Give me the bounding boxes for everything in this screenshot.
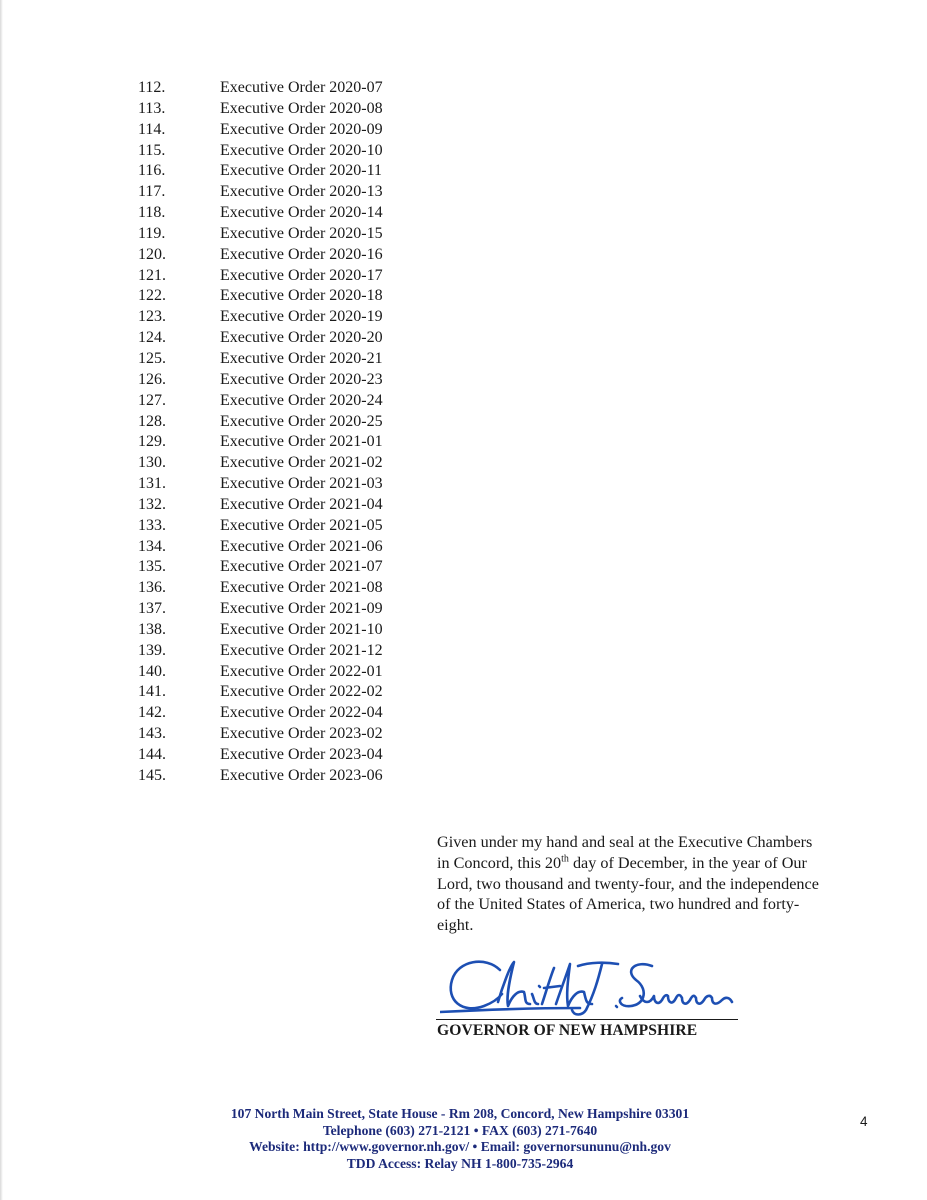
footer-address: 107 North Main Street, State House - Rm 208, Concord, New Hampshire 03301: [230, 1106, 690, 1121]
list-item: [138, 474, 458, 495]
given-line: Lord, two thousand and twenty-four, and the independence: [437, 874, 819, 893]
list-item: [138, 557, 458, 578]
list-item-title: Executive Order 2020-17: [220, 266, 383, 284]
given-line: eight.: [437, 916, 474, 935]
list-item: [138, 266, 458, 287]
list-item: [138, 286, 458, 307]
list-item-number: 118.: [138, 204, 166, 222]
list-item-number: 136.: [138, 579, 166, 597]
list-item: [138, 99, 458, 120]
list-item-number: 140.: [138, 662, 166, 680]
given-line-text: day of December, in the year of Our: [568, 853, 807, 872]
list-item-number: 128.: [138, 412, 166, 430]
list-item-number: 145.: [138, 766, 166, 784]
list-item-number: 139.: [138, 641, 166, 659]
list-item-number: 113.: [138, 99, 166, 117]
list-item-title: Executive Order 2020-23: [220, 370, 383, 388]
list-item-title: Executive Order 2020-11: [220, 162, 383, 180]
list-item: [138, 620, 458, 641]
list-item-number: 120.: [138, 245, 166, 263]
list-item-title: Executive Order 2020-19: [220, 308, 383, 326]
list-item: [138, 766, 458, 787]
list-item-number: 135.: [138, 558, 166, 576]
list-item-number: 123.: [138, 308, 166, 326]
list-item-number: 115.: [138, 141, 166, 159]
list-item: [138, 724, 458, 745]
list-item-title: Executive Order 2022-04: [220, 704, 383, 722]
list-item-title: Executive Order 2021-02: [220, 454, 383, 472]
list-item-title: Executive Order 2021-05: [220, 516, 383, 534]
given-line: [437, 853, 837, 874]
footer-tdd: TDD Access: Relay NH 1-800-735-2964: [346, 1155, 574, 1171]
list-item-number: 129.: [138, 433, 166, 451]
given-line: Given under my hand and seal at the Executive Chambers: [437, 833, 813, 851]
list-item: [138, 578, 458, 599]
list-item-number: 122.: [138, 287, 166, 305]
footer-web: Website: http://www.governor.nh.gov/ • Email: governorsununu@nh.gov: [249, 1139, 671, 1155]
list-item: [138, 641, 458, 662]
list-item: [138, 432, 458, 453]
list-item-number: 125.: [138, 349, 166, 367]
list-item-title: Executive Order 2020-14: [220, 204, 383, 222]
list-item: [138, 391, 458, 412]
signature-stroke: [532, 986, 540, 1004]
list-item-number: 117.: [138, 183, 166, 201]
list-item-number: 134.: [138, 537, 166, 555]
given-under-hand-paragraph: [437, 832, 837, 936]
list-item-title: Executive Order 2021-09: [220, 600, 383, 618]
list-item: [138, 307, 458, 328]
list-item-title: Executive Order 2020-24: [220, 391, 383, 409]
list-item-number: 121.: [138, 266, 166, 284]
signature-stroke: [440, 1008, 580, 1012]
list-item-number: 124.: [138, 329, 166, 347]
signature-stroke: [451, 962, 502, 1009]
list-item-title: Executive Order 2021-03: [220, 475, 383, 493]
list-item: [138, 78, 458, 99]
list-item-title: Executive Order 2020-25: [220, 412, 383, 430]
given-line-text: in Concord, this 20: [437, 853, 562, 872]
scan-edge: [0, 0, 3, 1200]
list-item-number: 142.: [138, 704, 166, 722]
list-item: [138, 370, 458, 391]
list-item: [138, 349, 458, 370]
signature-stroke: [640, 995, 732, 1004]
list-item: [138, 453, 458, 474]
list-item-number: 127.: [138, 391, 166, 409]
list-item-title: Executive Order 2020-16: [220, 245, 383, 263]
list-item: [138, 495, 458, 516]
list-item: [138, 412, 458, 433]
list-item-title: Executive Order 2022-02: [220, 683, 383, 701]
list-item-title: Executive Order 2020-07: [220, 79, 383, 96]
list-item-title: Executive Order 2020-10: [220, 141, 383, 159]
letterhead-footer: [160, 1106, 760, 1172]
list-item-title: Executive Order 2020-09: [220, 120, 383, 138]
list-item-number: 133.: [138, 516, 166, 534]
governor-signature: [440, 952, 740, 1022]
list-item-title: Executive Order 2020-15: [220, 224, 383, 242]
list-item: [138, 745, 458, 766]
list-item-title: Executive Order 2020-21: [220, 349, 383, 367]
list-item-title: Executive Order 2021-10: [220, 620, 383, 638]
list-item-number: 137.: [138, 600, 166, 618]
given-line: of the United States of America, two hundred and forty-: [437, 895, 800, 914]
footer-phone: Telephone (603) 271-2121 • FAX (603) 271-7640: [322, 1122, 598, 1138]
list-item: [138, 141, 458, 162]
list-item: [138, 599, 458, 620]
ordinal-suffix: th: [561, 853, 569, 865]
signature-stroke: [556, 964, 592, 1006]
list-item: [138, 224, 458, 245]
list-item-title: Executive Order 2021-04: [220, 495, 383, 513]
list-item: [138, 703, 458, 724]
list-item-number: 138.: [138, 620, 166, 638]
list-item-title: Executive Order 2021-06: [220, 537, 383, 555]
list-item-title: Executive Order 2021-08: [220, 579, 383, 597]
list-item-number: 112.: [138, 79, 166, 96]
list-item-number: 114.: [138, 120, 166, 138]
list-item-number: 130.: [138, 454, 166, 472]
list-item-title: Executive Order 2020-13: [220, 183, 383, 201]
executive-order-list: [138, 78, 458, 787]
list-item-number: 131.: [138, 475, 166, 493]
list-item: [138, 120, 458, 141]
list-item: [138, 682, 458, 703]
list-item: [138, 516, 458, 537]
signature-stroke: [616, 1006, 617, 1007]
signature-stroke: [620, 964, 652, 1006]
list-item-title: Executive Order 2023-04: [220, 746, 383, 763]
list-item-number: 143.: [138, 725, 166, 743]
list-item-title: Executive Order 2023-02: [220, 725, 383, 743]
page-number: 4: [860, 1114, 868, 1129]
list-item-number: 144.: [138, 746, 166, 763]
list-item-title: Executive Order 2021-01: [220, 433, 383, 451]
list-item: [138, 537, 458, 558]
list-item-title: Executive Order 2020-08: [220, 99, 383, 117]
list-item-number: 116.: [138, 162, 166, 180]
list-item-title: Executive Order 2020-18: [220, 287, 383, 305]
governor-title: GOVERNOR OF NEW HAMPSHIRE: [437, 1022, 698, 1039]
list-item: [138, 182, 458, 203]
list-item-title: Executive Order 2023-06: [220, 766, 383, 784]
signature-stroke: [498, 962, 530, 1006]
list-item: [138, 245, 458, 266]
list-item-number: 119.: [138, 224, 166, 242]
list-item-number: 141.: [138, 683, 166, 701]
list-item-title: Executive Order 2020-20: [220, 329, 383, 347]
list-item: [138, 662, 458, 683]
list-item: [138, 203, 458, 224]
list-item-number: 132.: [138, 495, 166, 513]
list-item-title: Executive Order 2022-01: [220, 662, 383, 680]
list-item: [138, 328, 458, 349]
list-item: [138, 161, 458, 182]
signature-line: [436, 1019, 738, 1020]
list-item-title: Executive Order 2021-12: [220, 641, 383, 659]
list-item-number: 126.: [138, 370, 166, 388]
list-item-title: Executive Order 2021-07: [220, 558, 383, 576]
